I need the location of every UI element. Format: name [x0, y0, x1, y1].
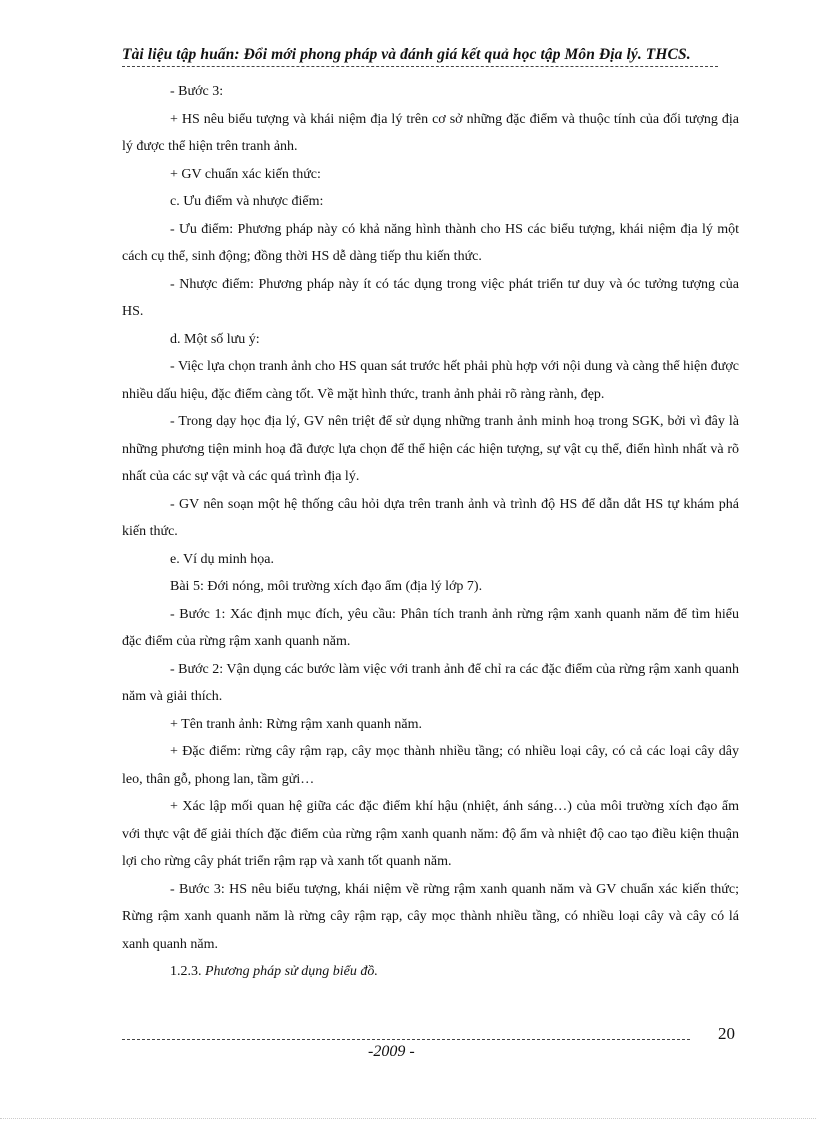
paragraph: - Bước 3:: [170, 84, 224, 99]
body-text: [122, 78, 739, 986]
paragraph: + HS nêu biểu tượng và khái niệm địa lý trên cơ sở những đặc điểm và thuộc tính của đối tượng địa lý được thể hiện trên tranh ảnh.: [122, 111, 739, 154]
paragraph: - Ưu điểm: Phương pháp này có khả năng hình thành cho HS các biểu tượng, khái niệm địa lý một cách cụ thể, sinh động; đồng thời HS dễ dàng tiếp thu kiến thức.: [122, 221, 739, 264]
paragraph: + Đặc điểm: rừng cây rậm rạp, cây mọc thành nhiều tầng; có nhiều loại cây, có cả các loại cây dây leo, thân gỗ, phong lan, tầm gửi…: [122, 744, 739, 787]
paragraph: + Tên tranh ảnh: Rừng rậm xanh quanh năm.: [170, 716, 422, 732]
paragraph: - Bước 3: HS nêu biểu tượng, khái niệm về rừng rậm xanh quanh năm và GV chuẩn xác kiến thức; Rừng rậm xanh quanh năm là rừng cây rậm rạp, cây mọc thành nhiều tầng, có nhiều loại cây và cây có lá xanh quanh năm.: [122, 881, 739, 952]
paragraph: + GV chuẩn xác kiến thức:: [170, 166, 321, 182]
section-heading: [122, 958, 739, 986]
header-title: Tài liệu tập huấn: Đổi mới phong pháp và đánh giá kết quả học tập Môn Địa lý. THCS.: [122, 46, 691, 63]
footer-year: -2009 -: [368, 1043, 415, 1060]
paragraph: - Nhược điểm: Phương pháp này ít có tác dụng trong việc phát triển tư duy và óc tưởng tượng của HS.: [122, 276, 739, 319]
paragraph: - Bước 1: Xác định mục đích, yêu cầu: Phân tích tranh ảnh rừng rậm xanh quanh năm để tìm hiểu đặc điểm của rừng rậm xanh quanh năm.: [122, 606, 739, 649]
section-number: 1.2.3.: [170, 964, 202, 979]
paragraph: d. Một số lưu ý:: [170, 331, 260, 347]
page-number: 20: [718, 1024, 735, 1043]
paragraph: - Việc lựa chọn tranh ảnh cho HS quan sát trước hết phải phù hợp với nội dung và càng thể hiện được nhiều dấu hiệu, đặc điểm càng tốt. Về mặt hình thức, tranh ảnh phải rõ ràng rành, đẹp.: [122, 359, 739, 402]
paragraph: + Xác lập mối quan hệ giữa các đặc điểm khí hậu (nhiệt, ánh sáng…) của môi trường xích đạo ẩm với thực vật để giải thích đặc điểm của rừng rậm xanh quanh năm: độ ẩm và nhiệt độ cao tạo điều kiện thuận lợi cho rừng cây phát triển rậm rạp và xanh tốt quanh năm.: [122, 799, 739, 869]
paragraph: c. Ưu điểm và nhược điểm:: [170, 194, 324, 209]
header-divider: [122, 66, 718, 67]
section-title: Phương pháp sử dụng biểu đồ.: [205, 964, 378, 979]
paragraph: - Trong dạy học địa lý, GV nên triệt để sử dụng những tranh ảnh minh hoạ trong SGK, bởi vì đây là những phương tiện minh hoạ đã được lựa chọn để thể hiện các hiện tượng, sự vật cụ thể, điển hình nhất và rõ nhất của các sự vật và các quá trình địa lý.: [122, 414, 739, 484]
paragraph: Bài 5: Đới nóng, môi trường xích đạo ẩm (địa lý lớp 7).: [170, 579, 483, 594]
paragraph: - Bước 2: Vận dụng các bước làm việc với tranh ảnh để chỉ ra các đặc điểm của rừng rậm xanh quanh năm và giải thích.: [122, 661, 739, 704]
paragraph: e. Ví dụ minh họa.: [170, 551, 274, 567]
footer-divider: [122, 1039, 690, 1040]
paragraph: - GV nên soạn một hệ thống câu hỏi dựa trên tranh ảnh và trình độ HS để dẫn dắt HS tự khám phá kiến thức.: [122, 496, 739, 539]
page-edge: [0, 1118, 816, 1119]
